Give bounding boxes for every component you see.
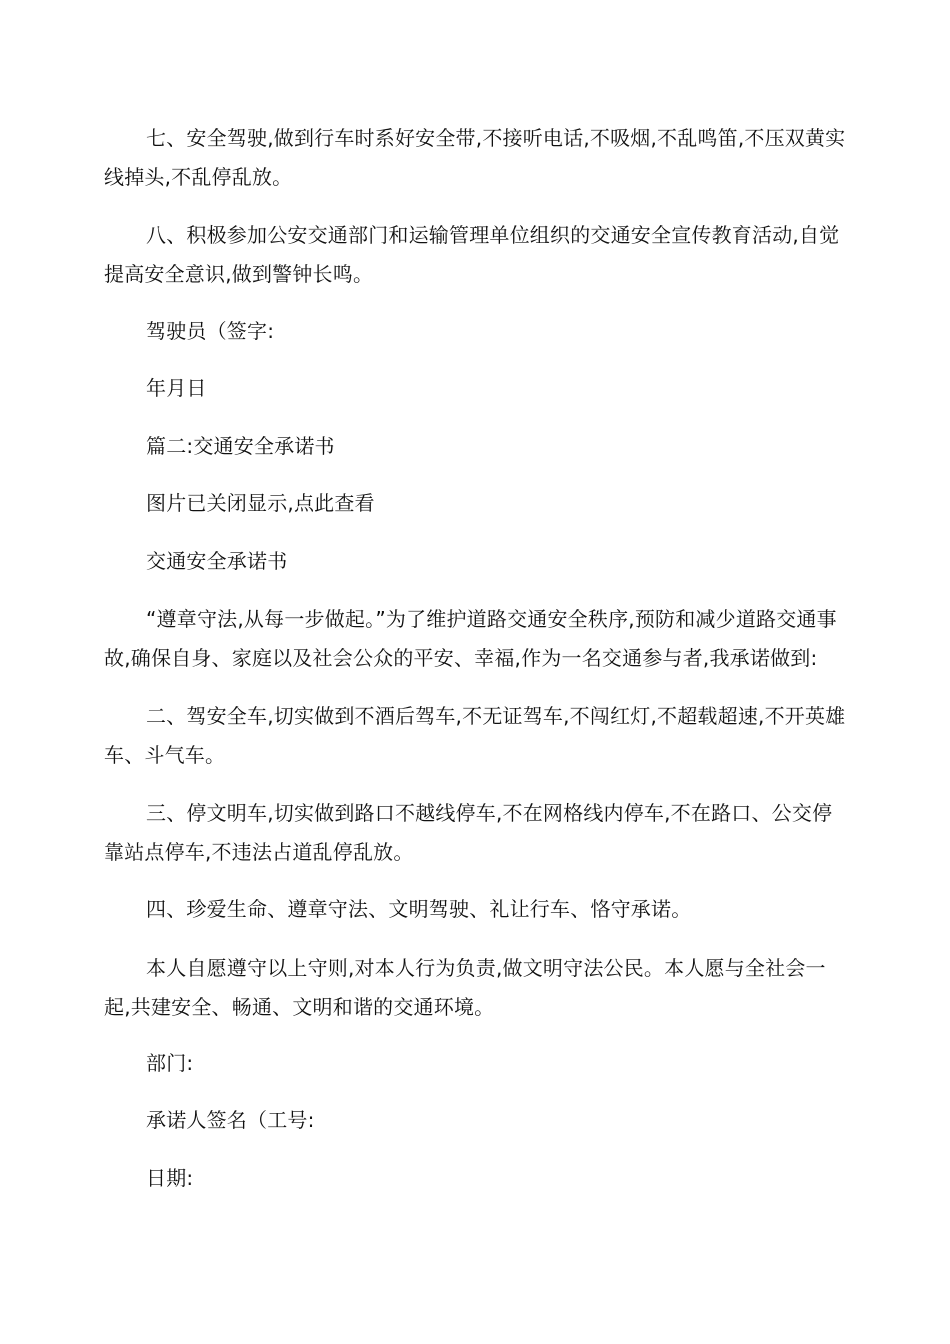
section-heading: 篇二:交通安全承诺书 xyxy=(146,434,335,458)
paragraph-rule-two: 二、驾安全车,切实做到不酒后驾车,不无证驾车,不闯红灯,不超载超速,不开英雄车、斗气车。 xyxy=(104,704,846,767)
paragraph-pledge: 本人自愿遵守以上守则,对本人行为负责,做文明守法公民。本人愿与全社会一起,共建安全、畅通、文明和谐的交通环境。 xyxy=(104,956,826,1019)
driver-signature-line: 驾驶员（签字: xyxy=(146,319,275,343)
paragraph-intro: “遵章守法,从每一步做起。”为了维护道路交通安全秩序,预防和减少道路交通事故,确保自身、家庭以及社会公众的平安、幸福,作为一名交通参与者,我承诺做到: xyxy=(104,607,837,670)
department-line: 部门: xyxy=(146,1051,194,1075)
paragraph-rule-seven: 七、安全驾驶,做到行车时系好安全带,不接听电话,不吸烟,不乱鸣笛,不压双黄实线掉头,不乱停乱放。 xyxy=(104,126,846,189)
paragraph-rule-eight: 八、积极参加公安交通部门和运输管理单位组织的交通安全宣传教育活动,自觉提高安全意识,做到警钟长鸣。 xyxy=(104,223,840,286)
date-field-line: 日期: xyxy=(146,1166,194,1190)
paragraph-rule-four: 四、珍爱生命、遵章守法、文明驾驶、礼让行车、恪守承诺。 xyxy=(146,897,692,921)
paragraph-rule-three: 三、停文明车,切实做到路口不越线停车,不在网格线内停车,不在路口、公交停靠站点停车,不违法占道乱停乱放。 xyxy=(104,801,833,864)
image-hidden-link[interactable]: 图片已关闭显示,点此查看 xyxy=(146,491,375,515)
date-line: 年月日 xyxy=(146,376,207,400)
document-title: 交通安全承诺书 xyxy=(146,549,288,573)
pledger-signature-line: 承诺人签名（工号: xyxy=(146,1108,315,1132)
